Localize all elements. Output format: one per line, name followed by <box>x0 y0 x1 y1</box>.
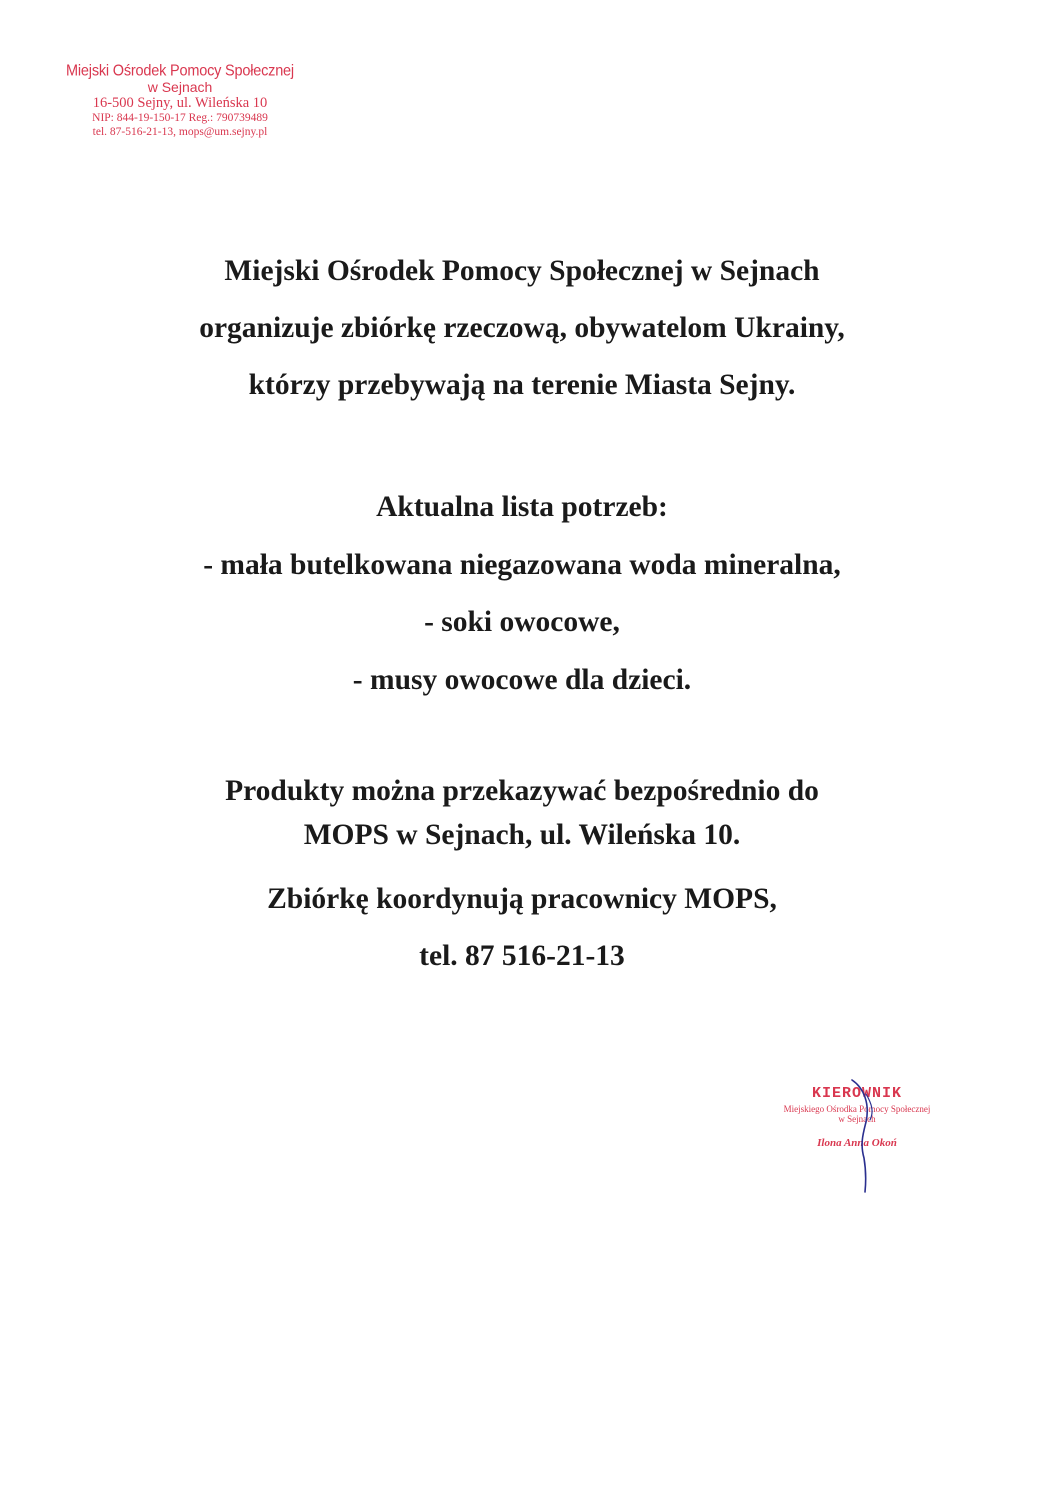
coordination-info <box>0 871 1044 985</box>
signature-title: KIEROWNIK <box>811 1085 902 1102</box>
delivery-info <box>0 769 1044 857</box>
stamp-city: w Sejnach <box>147 78 213 95</box>
delivery-line: MOPS w Sejnach, ul. Wileńska 10. <box>303 819 741 851</box>
needs-heading: Aktualna lista potrzeb: <box>376 491 668 523</box>
handwritten-signature <box>840 1074 900 1194</box>
stamp-address: 16-500 Sejny, ul. Wileńska 10 <box>92 94 268 111</box>
coordination-line: Zbiórkę koordynują pracownicy MOPS, <box>267 883 777 915</box>
intro-line: Miejski Ośrodek Pomocy Społecznej w Sejnach <box>224 255 820 287</box>
needs-section <box>0 479 1044 709</box>
needs-item: - mała butelkowana niegazowana woda mineralna, <box>203 548 841 581</box>
intro-line: organizuje zbiórkę rzeczową, obywatelom Ukrainy, <box>199 312 845 344</box>
phone-line: tel. 87 516-21-13 <box>419 940 625 972</box>
intro-paragraph <box>0 243 1044 414</box>
signature-name: Ilona Anna Okoń <box>817 1136 897 1149</box>
stamp-nip: NIP: 844-19-150-17 Reg.: 790739489 <box>92 112 268 124</box>
delivery-line: Produkty można przekazywać bezpośrednio do <box>225 775 819 807</box>
needs-item: - soki owocowe, <box>424 606 620 638</box>
institution-stamp <box>50 64 310 138</box>
needs-item: - musy owocowe dla dzieci. <box>352 663 692 696</box>
intro-line: którzy przebywają na terenie Miasta Sejny. <box>248 369 796 401</box>
signature-org-line: Miejskiego Ośrodka Pomocy Społecznej <box>783 1104 931 1114</box>
stamp-contact: tel. 87-516-21-13, mops@um.sejny.pl <box>92 125 268 138</box>
stamp-institution-name: Miejski Ośrodek Pomocy Społecznej <box>66 62 294 80</box>
signature-org-line: w Sejnach <box>838 1114 876 1125</box>
